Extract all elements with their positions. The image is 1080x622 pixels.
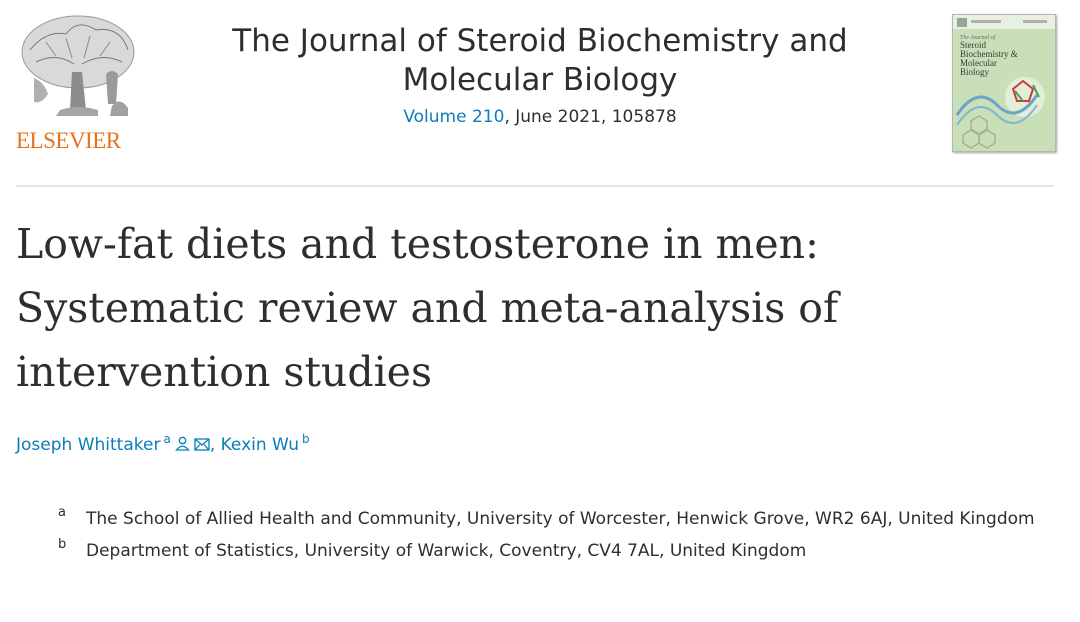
affiliation-item [58,503,1058,535]
affiliation-label: b [58,537,67,552]
person-icon[interactable] [175,433,190,459]
journal-info [150,22,930,128]
affiliation-item [58,535,1058,567]
journal-title-line1: The Journal of Steroid Biochemistry and [232,23,848,59]
article-title-line2: Systematic review and meta-analysis of [16,284,839,332]
journal-cover-thumbnail-icon [953,15,1055,151]
author-link-whittaker[interactable]: Joseph Whittaker [16,435,161,455]
publisher-logo[interactable] [16,12,140,152]
author-link-wu[interactable]: Kexin Wu [220,435,300,455]
article-title-line3: intervention studies [16,348,432,396]
cover-text-line: The Journal of [960,35,996,41]
publisher-name: ELSEVIER [16,128,121,153]
header-divider [16,185,1054,187]
cover-text-line: Biochemistry & [960,49,1018,59]
journal-title-line2: Molecular Biology [402,62,678,98]
author-list [16,432,310,459]
affiliation-text: Department of Statistics, University of Warwick, Coventry, CV4 7AL, United Kingdom [86,541,807,561]
journal-header [0,0,1080,160]
issue-info [150,106,930,128]
affiliation-text: The School of Allied Health and Community, University of Worcester, Henwick Grove, WR2 6AJ, United Kingdom [86,509,1035,529]
cover-text-line: Steroid [960,40,986,50]
journal-title[interactable] [150,22,930,100]
issue-details: , June 2021, 105878 [504,107,677,127]
affiliation-marker[interactable]: b [302,432,310,446]
volume-link[interactable]: Volume 210 [403,107,505,127]
elsevier-tree-logo-icon [16,12,140,124]
author-separator: , [209,435,216,455]
affiliation-label: a [58,505,66,520]
cover-text-line: Biology [960,67,990,77]
affiliations-list [58,503,1058,567]
article-title [16,212,1056,404]
affiliation-marker[interactable]: a [163,432,171,446]
article-title-line1: Low-fat diets and testosterone in men: [16,220,819,268]
envelope-icon[interactable] [194,433,210,459]
cover-text-line: Molecular [960,58,997,68]
journal-cover[interactable] [952,14,1056,152]
